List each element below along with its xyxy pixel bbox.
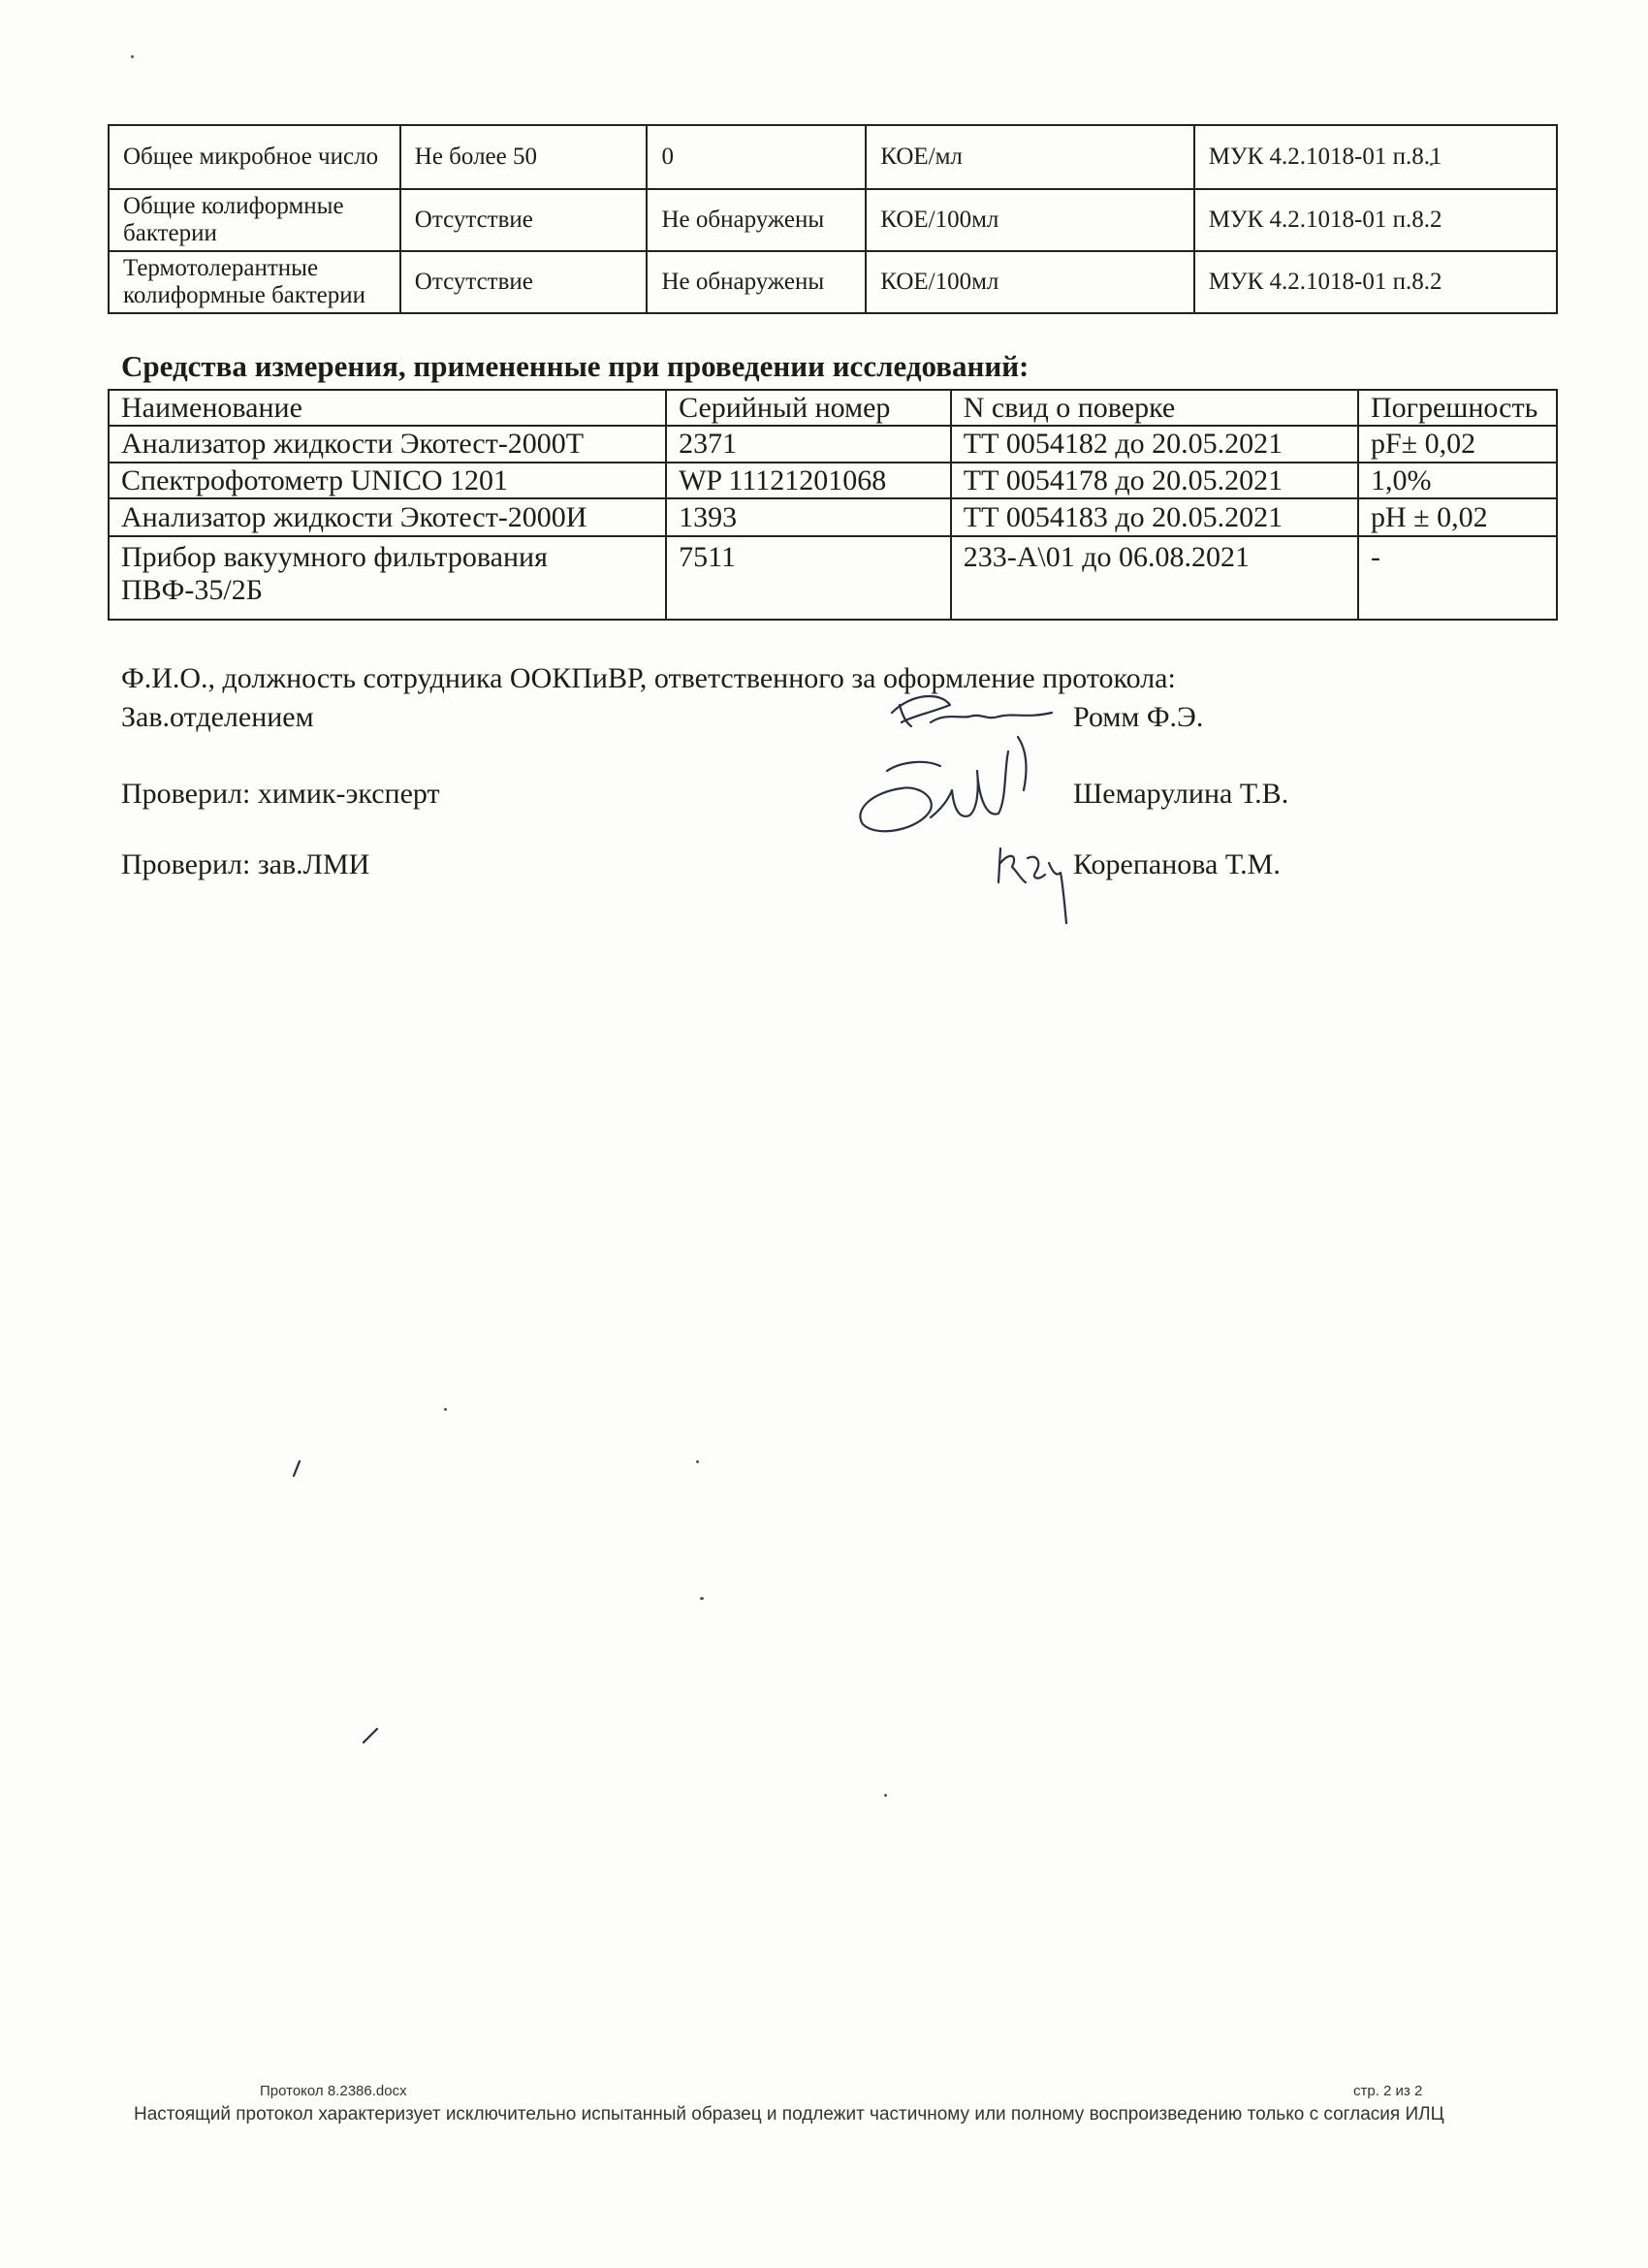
method-cell: МУК 4.2.1018-01 п.8.2	[1194, 251, 1557, 313]
footer-page-number: стр. 2 из 2	[1353, 2083, 1423, 2099]
serial-cell: 7511	[666, 536, 951, 620]
scan-speck	[696, 1460, 699, 1463]
signer-role: Зав.отделением	[121, 701, 314, 733]
signer-name: Ромм Ф.Э.	[1073, 701, 1204, 733]
serial-cell: WP 11121201068	[666, 463, 951, 498]
unit-cell: КОЕ/100мл	[866, 189, 1193, 251]
signer-name: Шемарулина Т.В.	[1073, 778, 1289, 810]
scan-speck	[444, 1408, 447, 1411]
serial-cell: 1393	[666, 498, 951, 536]
footer-disclaimer: Настоящий протокол характеризует исключительно испытанный образец и подлежит частичному или полному воспроизведению только с согласия ИЛЦ	[134, 2104, 1444, 2124]
instruments-heading: Средства измерения, примененные при проведении исследований:	[121, 349, 1030, 383]
scan-speck	[700, 1597, 704, 1600]
table-row	[109, 463, 1557, 498]
table-row	[109, 125, 1557, 189]
table-row	[109, 251, 1557, 313]
certificate-cell: ТТ 0054182 до 20.05.2021	[951, 426, 1358, 463]
footer-file-name: Протокол 8.2386.docx	[260, 2083, 407, 2099]
column-header-certificate: N свид о поверке	[951, 390, 1358, 426]
norm-cell: Отсутствие	[400, 189, 648, 251]
responsible-title: Ф.И.О., должность сотрудника ООКПиВР, ответственного за оформление протокола:	[121, 662, 1176, 694]
error-cell: -	[1358, 536, 1557, 620]
instrument-name-cell: Спектрофотометр UNICO 1201	[109, 463, 666, 498]
instruments-table	[108, 389, 1558, 621]
indicator-cell: Общие колиформные бактерии	[109, 189, 400, 251]
method-cell: МУК 4.2.1018-01 п.8.2	[1194, 189, 1557, 251]
table-row	[109, 426, 1557, 463]
certificate-cell: ТТ 0054183 до 20.05.2021	[951, 498, 1358, 536]
scan-speck	[291, 1459, 302, 1479]
table-row	[109, 498, 1557, 536]
indicator-cell: Термотолерантные колиформные бактерии	[109, 251, 400, 313]
error-cell: 1,0%	[1358, 463, 1557, 498]
scan-speck	[884, 1794, 887, 1797]
table-header-row	[109, 390, 1557, 426]
instrument-name-cell: Прибор вакуумного фильтрования ПВФ-35/2Б	[109, 536, 666, 620]
norm-cell: Отсутствие	[400, 251, 648, 313]
signature-shemarulina	[834, 732, 1066, 844]
microbiology-results-table	[108, 124, 1558, 314]
signer-name: Корепанова Т.М.	[1073, 848, 1281, 880]
serial-cell: 2371	[666, 426, 951, 463]
instrument-name-cell: Анализатор жидкости Экотест-2000Т	[109, 426, 666, 463]
method-cell: МУК 4.2.1018-01 п.8.1	[1194, 125, 1557, 189]
certificate-cell: 233-А\01 до 06.08.2021	[951, 536, 1358, 620]
table-row	[109, 189, 1557, 251]
column-header-serial: Серийный номер	[666, 390, 951, 426]
certificate-cell: ТТ 0054178 до 20.05.2021	[951, 463, 1358, 498]
result-cell: 0	[647, 125, 866, 189]
result-cell: Не обнаружены	[647, 189, 866, 251]
indicator-cell: Общее микробное число	[109, 125, 400, 189]
error-cell: pH ± 0,02	[1358, 498, 1557, 536]
norm-cell: Не более 50	[400, 125, 648, 189]
signer-role: Проверил: зав.ЛМИ	[121, 848, 370, 880]
unit-cell: КОЕ/100мл	[866, 251, 1193, 313]
column-header-name: Наименование	[109, 390, 666, 426]
unit-cell: КОЕ/мл	[866, 125, 1193, 189]
signer-role: Проверил: химик-эксперт	[121, 778, 440, 810]
scan-speck	[361, 1726, 380, 1745]
error-cell: pF± 0,02	[1358, 426, 1557, 463]
scan-speck	[131, 55, 134, 58]
column-header-error: Погрешность	[1358, 390, 1557, 426]
signature-korepanova	[989, 834, 1076, 931]
table-row	[109, 536, 1557, 620]
instrument-name-cell: Анализатор жидкости Экотест-2000И	[109, 498, 666, 536]
result-cell: Не обнаружены	[647, 251, 866, 313]
